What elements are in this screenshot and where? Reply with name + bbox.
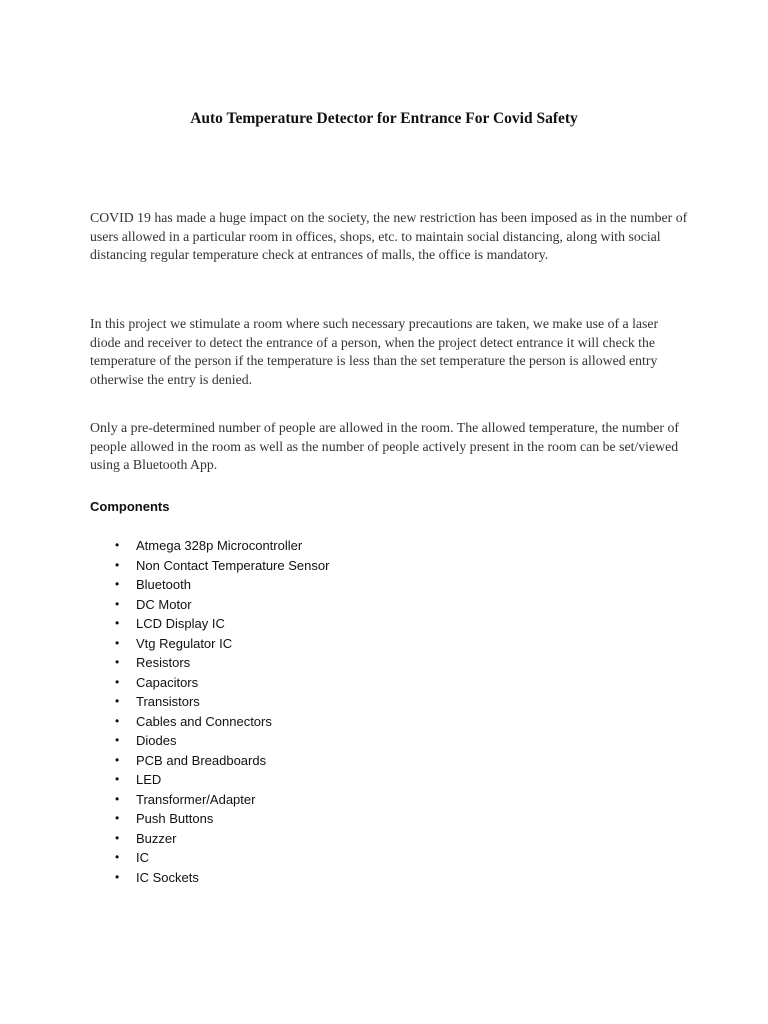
intro-paragraph: COVID 19 has made a huge impact on the society, the new restriction has been imposed as in the number of users allowed in a particular room in offices, shops, etc. to maintain social distancing, along with social distancing regular temperature check at entrances of malls, the office is mandatory.	[90, 210, 688, 263]
component-label: Transformer/Adapter	[136, 791, 256, 807]
bullet-icon: •	[115, 655, 120, 669]
component-list-item	[0, 575, 768, 595]
bullet-icon: •	[115, 635, 120, 650]
project-description-paragraph: In this project we stimulate a room where such necessary precautions are taken, we make use of a laser diode and receiver to detect the entrance of a person, when the project detect entrance it will check the temperature of the person if the temperature is less than the set temperature the person is allowed entry otherwise the entry is denied.	[90, 316, 659, 387]
component-label: Bluetooth	[136, 577, 191, 592]
bullet-icon: •	[115, 733, 120, 747]
component-label: Diodes	[136, 733, 177, 748]
component-label: Capacitors	[136, 674, 199, 690]
bullet-icon: •	[115, 713, 120, 728]
component-label: Vtg Regulator IC	[136, 635, 233, 651]
component-label: Buzzer	[136, 830, 177, 846]
component-label: Atmega 328p Microcontroller	[136, 538, 303, 553]
component-label: Transistors	[136, 694, 200, 709]
component-list-item	[0, 751, 768, 771]
component-list-item	[0, 653, 768, 673]
bullet-icon: •	[115, 850, 120, 864]
component-label: PCB and Breadboards	[136, 752, 267, 768]
component-label: Resistors	[136, 655, 191, 670]
component-label: LED	[136, 772, 162, 787]
components-heading: Components	[90, 499, 170, 514]
component-list-item	[0, 712, 768, 732]
bullet-icon: •	[115, 616, 120, 630]
component-list-item	[0, 809, 768, 829]
component-list-item	[0, 614, 768, 634]
bullet-icon: •	[115, 811, 120, 825]
document-title: Auto Temperature Detector for Entrance For Covid Safety	[190, 110, 578, 127]
component-list-item	[0, 770, 768, 790]
bullet-icon: •	[115, 674, 120, 689]
bullet-icon: •	[115, 830, 120, 845]
component-label: Push Buttons	[136, 811, 214, 826]
component-list-item	[0, 673, 768, 693]
bullet-icon: •	[115, 577, 120, 591]
bullet-icon: •	[115, 772, 120, 786]
component-label: IC	[136, 850, 149, 865]
component-list-item	[0, 731, 768, 751]
bullet-icon: •	[115, 538, 120, 552]
component-label: LCD Display IC	[136, 616, 225, 631]
component-list-item	[0, 556, 768, 576]
bullet-icon: •	[115, 791, 120, 806]
component-list-item	[0, 790, 768, 810]
component-label: DC Motor	[136, 596, 192, 612]
component-list-item	[0, 848, 768, 868]
component-list-item	[0, 634, 768, 654]
bullet-icon: •	[115, 752, 120, 767]
component-list-item	[0, 692, 768, 712]
components-list	[0, 536, 768, 887]
component-label: Non Contact Temperature Sensor	[136, 557, 330, 573]
bluetooth-app-paragraph: Only a pre-determined number of people are allowed in the room. The allowed temperature, the number of people allowed in the room as well as the number of people actively present in the room can be set/viewed using a Bluetooth App.	[90, 420, 679, 473]
component-label: Cables and Connectors	[136, 713, 272, 729]
component-list-item	[0, 595, 768, 615]
bullet-icon: •	[115, 694, 120, 708]
component-list-item	[0, 829, 768, 849]
component-label: IC Sockets	[136, 869, 199, 885]
bullet-icon: •	[115, 596, 120, 611]
bullet-icon: •	[115, 869, 120, 884]
component-list-item	[0, 868, 768, 888]
bullet-icon: •	[115, 557, 120, 572]
component-list-item	[0, 536, 768, 556]
